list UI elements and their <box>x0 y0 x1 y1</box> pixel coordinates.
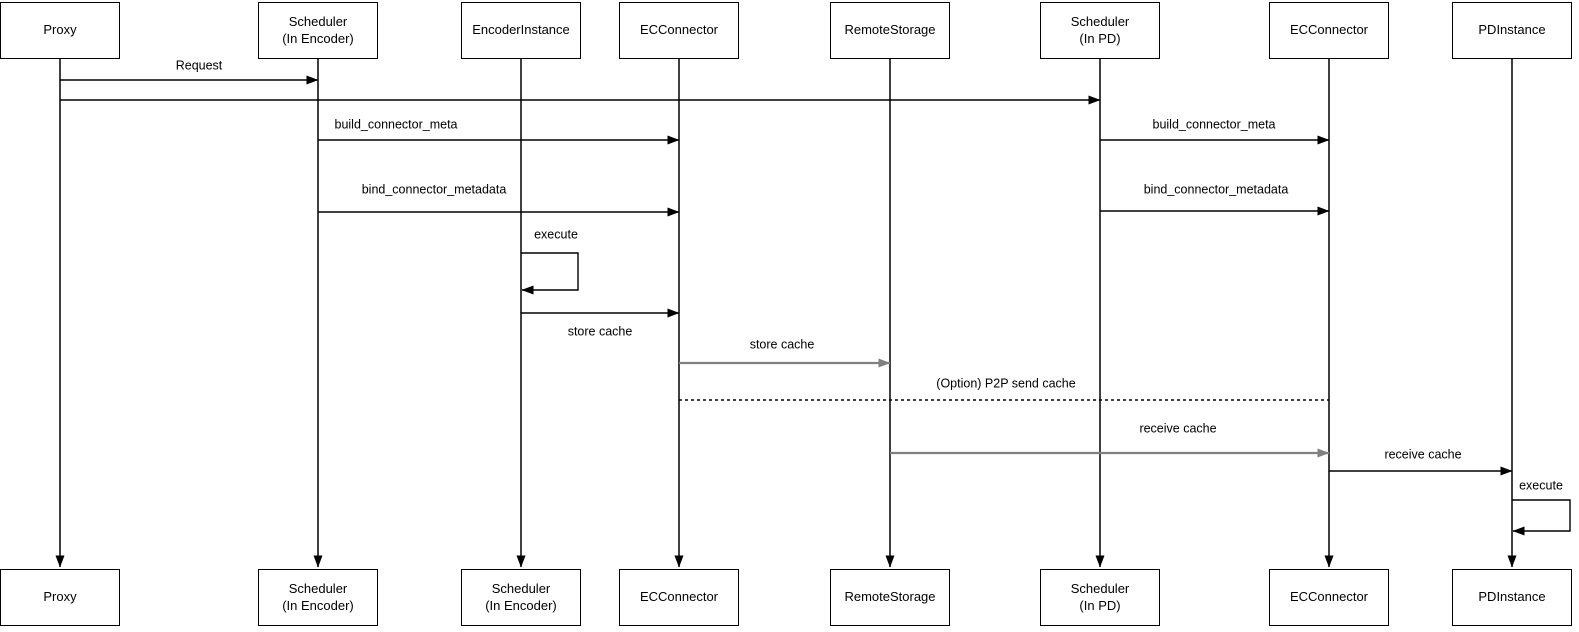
actor-box-bottom-scheduler-in-encoder <box>258 569 378 626</box>
actor-box-bottom-encoder-instance <box>461 569 581 626</box>
actor-label-line: PDInstance <box>1478 589 1546 605</box>
actor-label-line: ECConnector <box>1289 589 1369 605</box>
message-label-p2p-send-cache: (Option) P2P send cache <box>936 376 1076 391</box>
actor-box-top-encoder-instance <box>461 2 581 59</box>
actor-label-line: Scheduler <box>1070 13 1130 29</box>
actor-box-top-ec-connector-pd <box>1269 2 1389 59</box>
actor-box-top-scheduler-in-pd <box>1040 2 1160 59</box>
message-label-receive-cache-connector: receive cache <box>1139 421 1217 436</box>
message-label-execute-encoder: execute <box>534 227 578 242</box>
lifelines <box>60 59 1512 567</box>
actor-label-line: (In PD) <box>1079 30 1121 46</box>
message-arrow-execute-encoder <box>521 253 578 290</box>
actor-label-line: PDInstance <box>1478 22 1546 38</box>
message-label-store-cache-remote: store cache <box>749 337 815 352</box>
actor-label-line: (In Encoder) <box>282 597 354 613</box>
actor-box-bottom-ec-connector-pd <box>1269 569 1389 626</box>
message-label-execute-pd: execute <box>1519 478 1563 493</box>
actor-label-line: (In Encoder) <box>485 597 557 613</box>
message-label-request: Request <box>175 58 223 73</box>
actor-label-line: ECConnector <box>639 22 719 38</box>
actor-box-top-proxy <box>0 2 120 59</box>
message-label-build-connector-meta-pd: build_connector_meta <box>1152 117 1276 132</box>
actor-label-line: (In PD) <box>1079 597 1121 613</box>
actor-label-line: ECConnector <box>1289 22 1369 38</box>
message-arrow-execute-pd <box>1512 500 1570 531</box>
actor-label-line: Scheduler <box>288 580 348 596</box>
actor-label-line: EncoderInstance <box>472 22 570 38</box>
message-label-bind-connector-metadata-pd: bind_connector_metadata <box>1143 182 1289 197</box>
actor-box-bottom-proxy <box>0 569 120 626</box>
actor-label-line: Proxy <box>43 589 77 605</box>
message-arrows <box>60 80 1570 531</box>
actor-label-line: (In Encoder) <box>282 30 354 46</box>
message-label-receive-cache-pd: receive cache <box>1384 447 1462 462</box>
message-label-bind-connector-metadata-encoder: bind_connector_metadata <box>361 182 507 197</box>
actor-label-line: RemoteStorage <box>844 589 936 605</box>
actor-box-bottom-pd-instance <box>1452 569 1572 626</box>
message-label-store-cache-connector: store cache <box>567 324 633 339</box>
actor-label-line: Scheduler <box>491 580 551 596</box>
actor-box-bottom-remote-storage <box>830 569 950 626</box>
message-label-build-connector-meta-encoder: build_connector_meta <box>334 117 458 132</box>
actor-box-top-remote-storage <box>830 2 950 59</box>
actor-box-top-ec-connector-encoder <box>619 2 739 59</box>
actor-label-line: Proxy <box>43 22 77 38</box>
actor-box-bottom-scheduler-in-pd <box>1040 569 1160 626</box>
actor-label-line: Scheduler <box>1070 580 1130 596</box>
actor-label-line: Scheduler <box>288 13 348 29</box>
actor-box-bottom-ec-connector-encoder <box>619 569 739 626</box>
actor-label-line: RemoteStorage <box>844 22 936 38</box>
actor-label-line: ECConnector <box>639 589 719 605</box>
actor-box-top-pd-instance <box>1452 2 1572 59</box>
actor-box-top-scheduler-in-encoder <box>258 2 378 59</box>
